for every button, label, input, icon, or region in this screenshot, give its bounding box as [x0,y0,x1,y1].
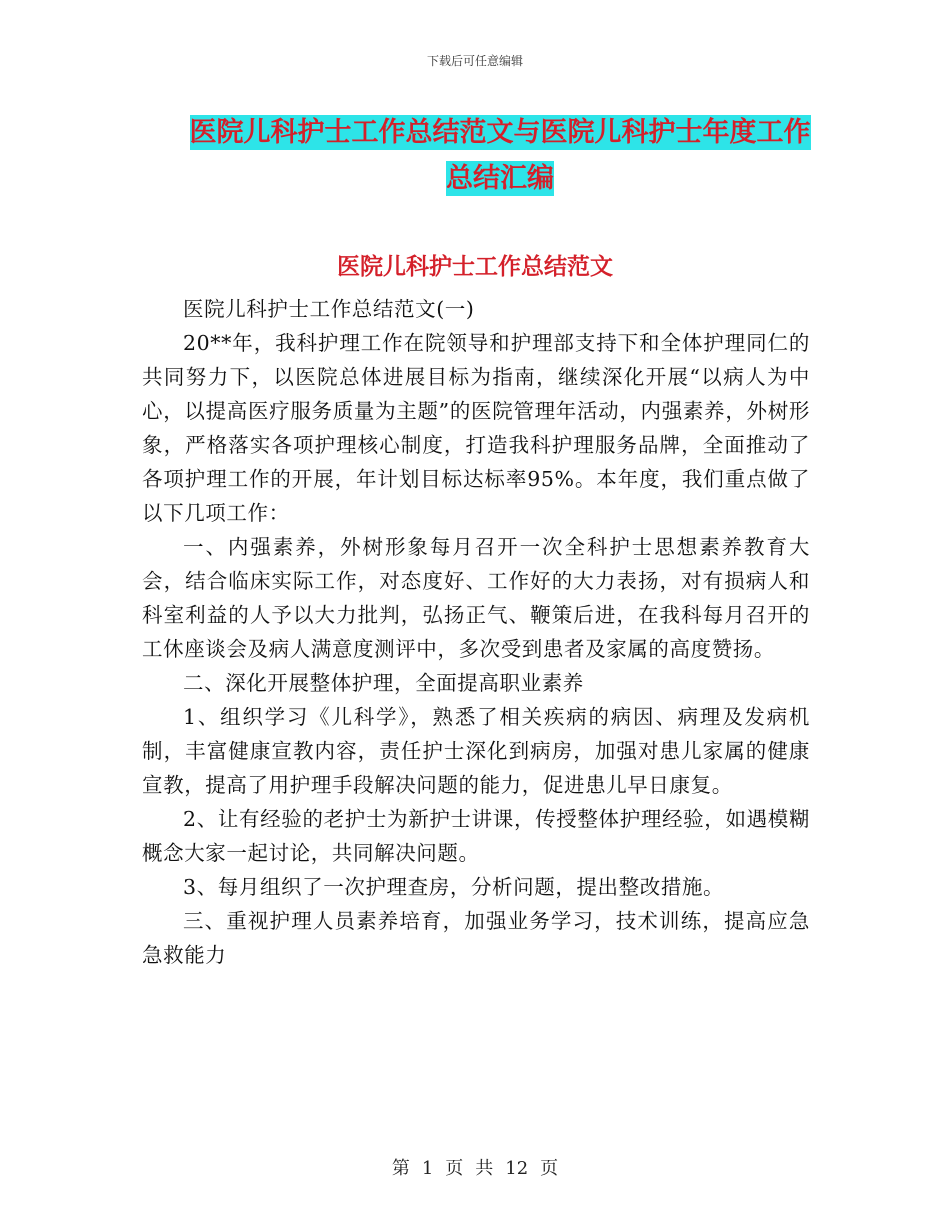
header-note: 下载后可任意编辑 [426,54,523,68]
paragraph: 20**年，我科护理工作在院领导和护理部支持下和全体护理同仁的共同努力下，以医院总体进展目标为指南，继续深化开展“以病人为中心，以提高医疗服务质量为主题”的医院管理年活动，内强素养，外树形象，严格落实各项护理核心制度，打造我科护理服务品牌，全面推动了各项护理工作的开展，年计划目标达标率95%。本年度，我们重点做了以下几项工作： [142,331,810,525]
paragraph-subtitle: 医院儿科护士工作总结范文(一) [183,297,475,321]
title-line-1: 医院儿科护士工作总结范文与医院儿科护士年度工作 [189,117,811,148]
total-pages: 12 [505,1158,529,1179]
total-label-suffix: 页 [540,1158,559,1179]
title-line-2: 总结汇编 [446,163,554,194]
paragraph: 一、内强素养，外树形象每月召开一次全科护士思想素养教育大会，结合临床实际工作，对态度好、工作好的大力表扬，对有损病人和科室利益的人予以大力批判，弘扬正气、鞭策后进，在我科每月召开的工休座谈会及病人满意度测评中，多次受到患者及家属的高度赞扬。 [142,535,810,661]
paragraph: 二、深化开展整体护理，全面提高职业素养 [183,671,584,695]
body-text [142,292,810,972]
paragraph: 1、组织学习《儿科学》，熟悉了相关疾病的病因、病理及发病机制，丰富健康宣教内容，责任护士深化到病房，加强对患儿家属的健康宣教，提高了用护理手段解决问题的能力，促进患儿早日康复。 [142,705,810,797]
page-number: 1 [421,1158,434,1179]
page-label-prefix: 第 [391,1158,410,1179]
paragraph: 3、每月组织了一次护理查房，分析问题，提出整改措施。 [183,875,725,899]
document-title [140,110,860,202]
page-footer [0,1154,950,1180]
page-label-suffix: 页 [445,1158,464,1179]
section-title: 医院儿科护士工作总结范文 [337,254,613,280]
paragraph: 三、重视护理人员素养培育，加强业务学习，技术训练，提高应急急救能力 [142,909,810,967]
paragraph: 2、让有经验的老护士为新护士讲课，传授整体护理经验，如遇模糊概念大家一起讨论，共同解决问题。 [142,807,810,865]
total-label-prefix: 共 [475,1158,494,1179]
